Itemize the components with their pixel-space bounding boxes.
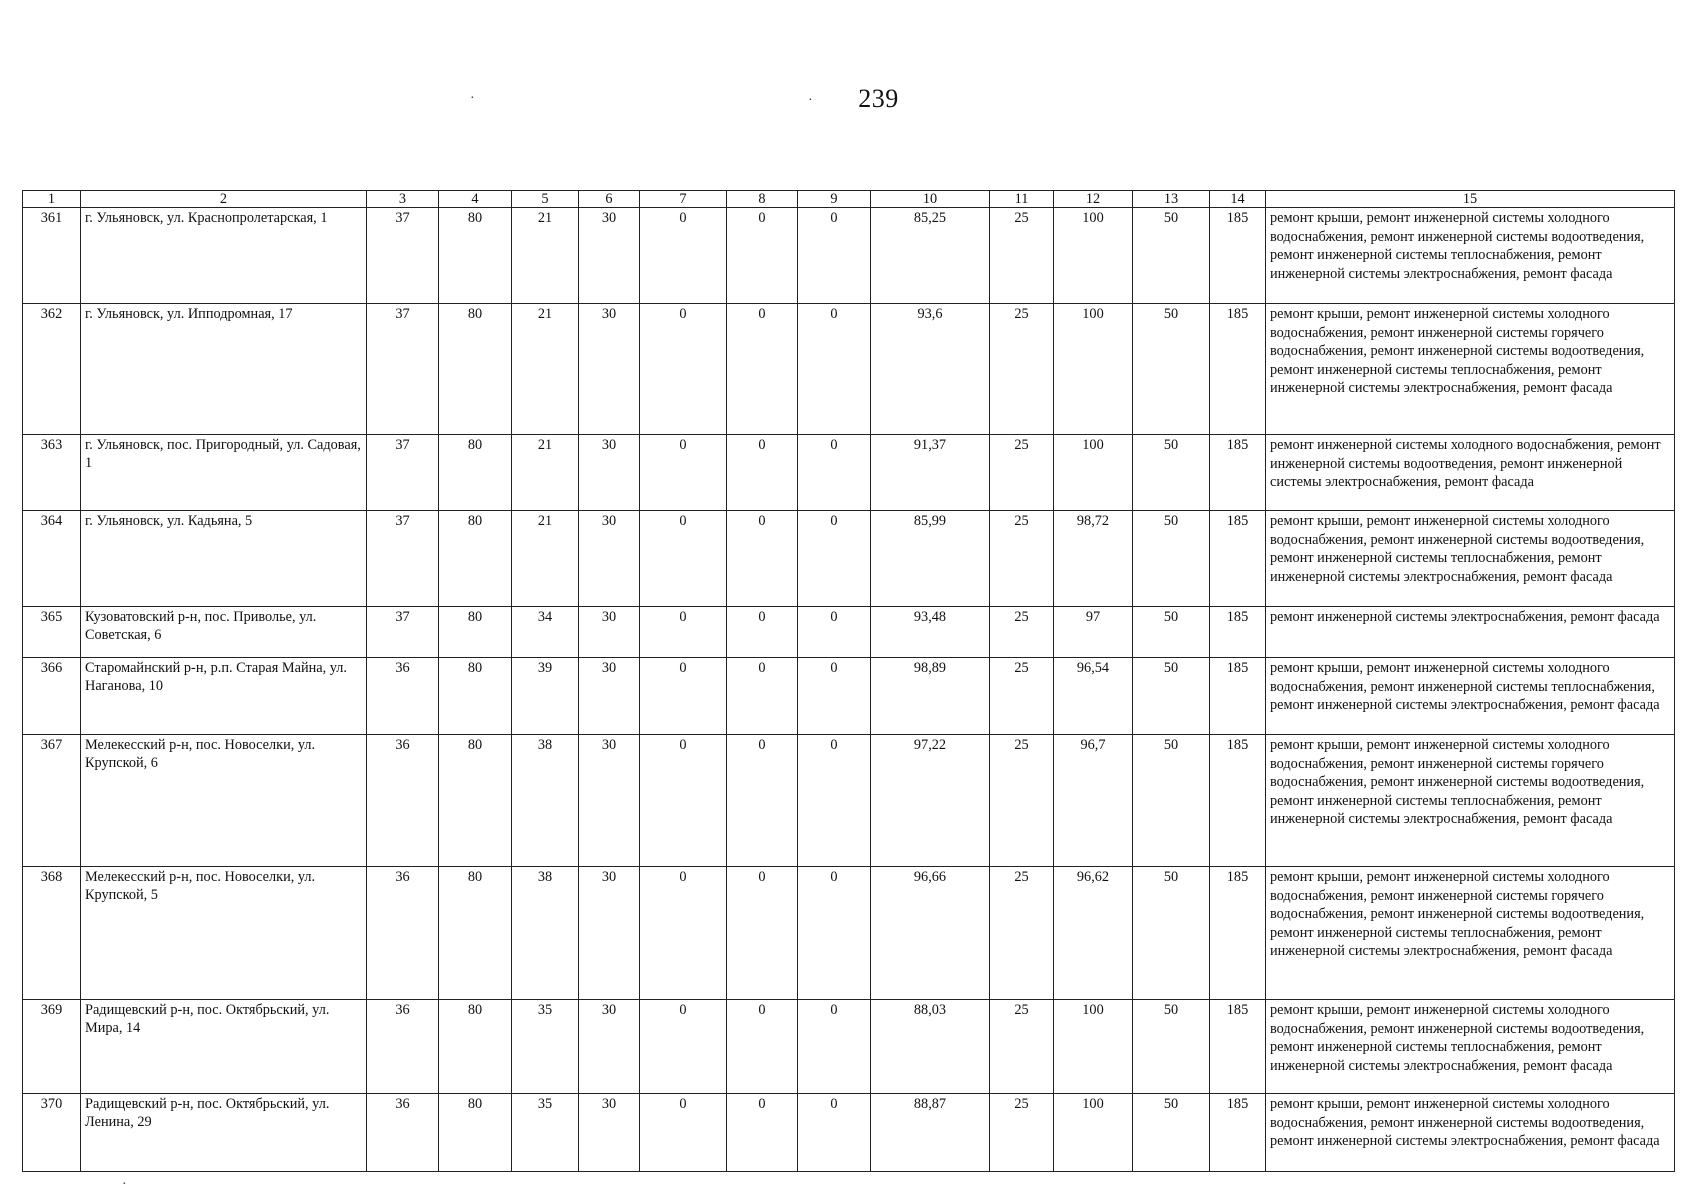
works-cell: ремонт крыши, ремонт инженерной системы холодного водоснабжения, ремонт инженерной системы водоотведения, ремонт инженерной системы теплоснабжения, ремонт инженерной системы электроснабжения, ремонт фасада xyxy=(1266,1000,1675,1094)
column-header: 4 xyxy=(439,191,512,208)
works-cell: ремонт крыши, ремонт инженерной системы холодного водоснабжения, ремонт инженерной системы горячего водоснабжения, ремонт инженерной системы водоотведения, ремонт инженерной системы теплоснабжения, ремонт инженерной системы электроснабжения, ремонт фасада xyxy=(1266,735,1675,867)
scan-speck: · xyxy=(808,93,813,108)
address-cell: г. Ульяновск, ул. Ипподромная, 17 xyxy=(81,304,367,435)
value-cell: 37 xyxy=(367,435,439,511)
value-cell: 100 xyxy=(1054,435,1133,511)
value-cell: 80 xyxy=(439,511,512,607)
scan-speck: · xyxy=(470,91,475,106)
value-cell: 0 xyxy=(727,435,798,511)
register-table xyxy=(22,190,1675,1172)
page-number xyxy=(0,84,1697,114)
value-cell: 0 xyxy=(798,658,871,735)
value-cell: 0 xyxy=(640,658,727,735)
value-cell: 185 xyxy=(1210,511,1266,607)
column-header: 7 xyxy=(640,191,727,208)
value-cell: 25 xyxy=(990,208,1054,304)
value-cell: 0 xyxy=(640,511,727,607)
value-cell: 50 xyxy=(1133,511,1210,607)
table-row xyxy=(23,1000,1675,1094)
value-cell: 0 xyxy=(727,867,798,1000)
value-cell: 25 xyxy=(990,304,1054,435)
value-cell: 25 xyxy=(990,658,1054,735)
value-cell: 50 xyxy=(1133,435,1210,511)
value-cell: 36 xyxy=(367,658,439,735)
row-number: 363 xyxy=(23,435,81,511)
value-cell: 0 xyxy=(727,511,798,607)
address-cell: г. Ульяновск, ул. Кадьяна, 5 xyxy=(81,511,367,607)
value-cell: 36 xyxy=(367,1094,439,1172)
table-row xyxy=(23,1094,1675,1172)
value-cell: 0 xyxy=(640,1000,727,1094)
value-cell: 80 xyxy=(439,658,512,735)
table-row xyxy=(23,867,1675,1000)
value-cell: 185 xyxy=(1210,867,1266,1000)
column-header: 12 xyxy=(1054,191,1133,208)
value-cell: 80 xyxy=(439,208,512,304)
value-cell: 85,25 xyxy=(871,208,990,304)
address-cell: Радищевский р-н, пос. Октябрьский, ул. Мира, 14 xyxy=(81,1000,367,1094)
value-cell: 37 xyxy=(367,304,439,435)
column-header: 8 xyxy=(727,191,798,208)
row-number: 362 xyxy=(23,304,81,435)
value-cell: 100 xyxy=(1054,304,1133,435)
value-cell: 100 xyxy=(1054,1000,1133,1094)
works-cell: ремонт крыши, ремонт инженерной системы холодного водоснабжения, ремонт инженерной системы водоотведения, ремонт инженерной системы электроснабжения, ремонт фасада xyxy=(1266,1094,1675,1172)
value-cell: 21 xyxy=(512,304,579,435)
value-cell: 91,37 xyxy=(871,435,990,511)
value-cell: 50 xyxy=(1133,735,1210,867)
row-number: 370 xyxy=(23,1094,81,1172)
column-header: 5 xyxy=(512,191,579,208)
works-cell: ремонт инженерной системы холодного водоснабжения, ремонт инженерной системы водоотведения, ремонт инженерной системы электроснабжения, ремонт фасада xyxy=(1266,435,1675,511)
row-number: 366 xyxy=(23,658,81,735)
value-cell: 38 xyxy=(512,735,579,867)
column-header: 6 xyxy=(579,191,640,208)
value-cell: 30 xyxy=(579,607,640,658)
value-cell: 36 xyxy=(367,735,439,867)
value-cell: 80 xyxy=(439,1000,512,1094)
row-number: 361 xyxy=(23,208,81,304)
value-cell: 38 xyxy=(512,867,579,1000)
value-cell: 25 xyxy=(990,867,1054,1000)
value-cell: 185 xyxy=(1210,435,1266,511)
value-cell: 25 xyxy=(990,511,1054,607)
address-cell: Старомайнский р-н, р.п. Старая Майна, ул. Наганова, 10 xyxy=(81,658,367,735)
value-cell: 50 xyxy=(1133,607,1210,658)
value-cell: 25 xyxy=(990,435,1054,511)
value-cell: 0 xyxy=(727,1000,798,1094)
value-cell: 185 xyxy=(1210,304,1266,435)
value-cell: 0 xyxy=(798,607,871,658)
table-row xyxy=(23,208,1675,304)
value-cell: 96,66 xyxy=(871,867,990,1000)
header-row xyxy=(23,191,1675,208)
value-cell: 25 xyxy=(990,735,1054,867)
value-cell: 50 xyxy=(1133,658,1210,735)
address-cell: Мелекесский р-н, пос. Новоселки, ул. Крупской, 6 xyxy=(81,735,367,867)
value-cell: 0 xyxy=(727,658,798,735)
works-cell: ремонт крыши, ремонт инженерной системы холодного водоснабжения, ремонт инженерной системы водоотведения, ремонт инженерной системы теплоснабжения, ремонт инженерной системы электроснабжения, ремонт фасада xyxy=(1266,208,1675,304)
value-cell: 185 xyxy=(1210,1094,1266,1172)
value-cell: 0 xyxy=(727,208,798,304)
value-cell: 96,7 xyxy=(1054,735,1133,867)
column-header: 2 xyxy=(81,191,367,208)
value-cell: 0 xyxy=(640,607,727,658)
value-cell: 0 xyxy=(640,735,727,867)
value-cell: 80 xyxy=(439,435,512,511)
value-cell: 80 xyxy=(439,1094,512,1172)
value-cell: 50 xyxy=(1133,1094,1210,1172)
value-cell: 37 xyxy=(367,208,439,304)
value-cell: 185 xyxy=(1210,1000,1266,1094)
column-header: 3 xyxy=(367,191,439,208)
value-cell: 98,89 xyxy=(871,658,990,735)
value-cell: 0 xyxy=(798,735,871,867)
value-cell: 0 xyxy=(798,208,871,304)
value-cell: 0 xyxy=(798,511,871,607)
page-number-text: 239 xyxy=(858,84,899,113)
value-cell: 0 xyxy=(798,867,871,1000)
value-cell: 0 xyxy=(798,435,871,511)
value-cell: 96,62 xyxy=(1054,867,1133,1000)
value-cell: 35 xyxy=(512,1094,579,1172)
value-cell: 93,6 xyxy=(871,304,990,435)
value-cell: 39 xyxy=(512,658,579,735)
value-cell: 30 xyxy=(579,1000,640,1094)
row-number: 369 xyxy=(23,1000,81,1094)
value-cell: 0 xyxy=(727,304,798,435)
value-cell: 80 xyxy=(439,735,512,867)
value-cell: 35 xyxy=(512,1000,579,1094)
column-header: 14 xyxy=(1210,191,1266,208)
value-cell: 21 xyxy=(512,435,579,511)
value-cell: 97 xyxy=(1054,607,1133,658)
value-cell: 50 xyxy=(1133,867,1210,1000)
address-cell: Мелекесский р-н, пос. Новоселки, ул. Крупской, 5 xyxy=(81,867,367,1000)
value-cell: 0 xyxy=(640,208,727,304)
works-cell: ремонт крыши, ремонт инженерной системы холодного водоснабжения, ремонт инженерной системы водоотведения, ремонт инженерной системы теплоснабжения, ремонт инженерной системы электроснабжения, ремонт фасада xyxy=(1266,511,1675,607)
value-cell: 98,72 xyxy=(1054,511,1133,607)
column-header: 13 xyxy=(1133,191,1210,208)
value-cell: 100 xyxy=(1054,1094,1133,1172)
works-cell: ремонт крыши, ремонт инженерной системы холодного водоснабжения, ремонт инженерной системы горячего водоснабжения, ремонт инженерной системы водоотведения, ремонт инженерной системы теплоснабжения, ремонт инженерной системы электроснабжения, ремонт фасада xyxy=(1266,304,1675,435)
table-row xyxy=(23,511,1675,607)
value-cell: 80 xyxy=(439,304,512,435)
value-cell: 30 xyxy=(579,1094,640,1172)
table-row xyxy=(23,658,1675,735)
column-header: 1 xyxy=(23,191,81,208)
value-cell: 34 xyxy=(512,607,579,658)
value-cell: 0 xyxy=(798,304,871,435)
value-cell: 0 xyxy=(727,735,798,867)
value-cell: 50 xyxy=(1133,304,1210,435)
value-cell: 88,03 xyxy=(871,1000,990,1094)
column-header: 11 xyxy=(990,191,1054,208)
value-cell: 25 xyxy=(990,1000,1054,1094)
value-cell: 0 xyxy=(640,435,727,511)
value-cell: 36 xyxy=(367,1000,439,1094)
value-cell: 0 xyxy=(798,1094,871,1172)
value-cell: 0 xyxy=(798,1000,871,1094)
value-cell: 21 xyxy=(512,511,579,607)
row-number: 364 xyxy=(23,511,81,607)
value-cell: 185 xyxy=(1210,208,1266,304)
table-row xyxy=(23,607,1675,658)
address-cell: г. Ульяновск, пос. Пригородный, ул. Садовая, 1 xyxy=(81,435,367,511)
works-cell: ремонт крыши, ремонт инженерной системы холодного водоснабжения, ремонт инженерной системы горячего водоснабжения, ремонт инженерной системы водоотведения, ремонт инженерной системы теплоснабжения, ремонт инженерной системы электроснабжения, ремонт фасада xyxy=(1266,867,1675,1000)
works-cell: ремонт инженерной системы электроснабжения, ремонт фасада xyxy=(1266,607,1675,658)
column-header: 10 xyxy=(871,191,990,208)
value-cell: 0 xyxy=(640,1094,727,1172)
value-cell: 30 xyxy=(579,208,640,304)
table-row xyxy=(23,435,1675,511)
value-cell: 85,99 xyxy=(871,511,990,607)
value-cell: 37 xyxy=(367,511,439,607)
value-cell: 97,22 xyxy=(871,735,990,867)
value-cell: 37 xyxy=(367,607,439,658)
value-cell: 96,54 xyxy=(1054,658,1133,735)
row-number: 365 xyxy=(23,607,81,658)
value-cell: 185 xyxy=(1210,607,1266,658)
value-cell: 93,48 xyxy=(871,607,990,658)
value-cell: 88,87 xyxy=(871,1094,990,1172)
value-cell: 50 xyxy=(1133,208,1210,304)
column-header: 15 xyxy=(1266,191,1675,208)
table-row xyxy=(23,735,1675,867)
value-cell: 25 xyxy=(990,1094,1054,1172)
value-cell: 30 xyxy=(579,658,640,735)
row-number: 367 xyxy=(23,735,81,867)
value-cell: 0 xyxy=(640,867,727,1000)
value-cell: 36 xyxy=(367,867,439,1000)
value-cell: 0 xyxy=(727,607,798,658)
address-cell: Радищевский р-н, пос. Октябрьский, ул. Ленина, 29 xyxy=(81,1094,367,1172)
row-number: 368 xyxy=(23,867,81,1000)
scan-speck: · xyxy=(122,1177,127,1192)
value-cell: 30 xyxy=(579,304,640,435)
value-cell: 50 xyxy=(1133,1000,1210,1094)
value-cell: 30 xyxy=(579,867,640,1000)
value-cell: 0 xyxy=(640,304,727,435)
value-cell: 30 xyxy=(579,511,640,607)
value-cell: 25 xyxy=(990,607,1054,658)
address-cell: г. Ульяновск, ул. Краснопролетарская, 1 xyxy=(81,208,367,304)
address-cell: Кузоватовский р-н, пос. Приволье, ул. Советская, 6 xyxy=(81,607,367,658)
value-cell: 80 xyxy=(439,607,512,658)
value-cell: 21 xyxy=(512,208,579,304)
value-cell: 30 xyxy=(579,735,640,867)
value-cell: 185 xyxy=(1210,658,1266,735)
value-cell: 30 xyxy=(579,435,640,511)
table-row xyxy=(23,304,1675,435)
value-cell: 100 xyxy=(1054,208,1133,304)
works-cell: ремонт крыши, ремонт инженерной системы холодного водоснабжения, ремонт инженерной системы теплоснабжения, ремонт инженерной системы электроснабжения, ремонт фасада xyxy=(1266,658,1675,735)
value-cell: 0 xyxy=(727,1094,798,1172)
value-cell: 185 xyxy=(1210,735,1266,867)
column-header: 9 xyxy=(798,191,871,208)
value-cell: 80 xyxy=(439,867,512,1000)
